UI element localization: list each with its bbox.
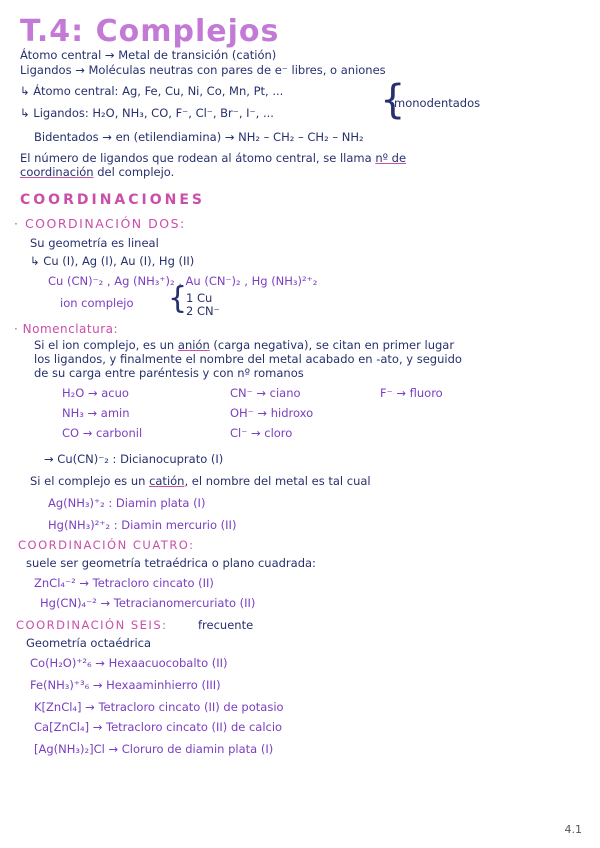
coord-two-geometry: Su geometría es lineal bbox=[30, 236, 159, 250]
coord-two-ion-label: ion complejo bbox=[60, 296, 134, 310]
coord-six-example-3: K[ZnCl₄] → Tetracloro cincato (II) de potasio bbox=[34, 700, 284, 714]
coord-four-example-1: ZnCl₄⁻² → Tetracloro cincato (II) bbox=[34, 576, 214, 590]
cation-example-2 bbox=[48, 518, 236, 532]
intro-central-examples: ↳ Átomo central: Ag, Fe, Cu, Ni, Co, Mn, Pt, ... bbox=[20, 84, 284, 98]
nomenclature-heading: · Nomenclatura: bbox=[14, 322, 119, 336]
cation-example-1 bbox=[48, 496, 205, 510]
anion-text: Si el ion complejo, es un bbox=[34, 338, 175, 352]
page-title: T.4: Complejos bbox=[20, 14, 280, 49]
coord-two-metals: ↳ Cu (I), Ag (I), Au (I), Hg (II) bbox=[30, 254, 195, 268]
intro-coordination-definition bbox=[20, 151, 406, 165]
coord-six-example-5: [Ag(NH₃)₂]Cl → Cloruro de diamin plata (I) bbox=[34, 742, 274, 756]
nomenclature-anion-line bbox=[34, 338, 454, 352]
intro-central-atom: Átomo central → Metal de transición (catión) bbox=[20, 48, 277, 62]
coord-two-ion-part2: 2 CN⁻ bbox=[186, 304, 220, 318]
ligand-carbonyl: CO → carbonil bbox=[62, 426, 143, 440]
definition-term-2: coordinación bbox=[20, 165, 94, 179]
coord-four-geometry: suele ser geometría tetraédrica o plano cuadrada: bbox=[26, 556, 316, 570]
page-number: 4.1 bbox=[564, 823, 582, 836]
anion-example: → Cu(CN)⁻₂ : Dicianocuprato (I) bbox=[44, 452, 224, 466]
cation-rest: , el nombre del metal es tal cual bbox=[184, 474, 371, 488]
ligand-cyanide: CN⁻ → ciano bbox=[230, 386, 301, 400]
definition-term: nº de bbox=[375, 151, 407, 165]
intro-coordination-definition-2 bbox=[20, 165, 174, 179]
brace-symbol-2: { bbox=[168, 281, 188, 316]
coord-four-example-2: Hg(CN)₄⁻² → Tetracianomercuriato (II) bbox=[40, 596, 256, 610]
ligand-fluoride: F⁻ → fluoro bbox=[380, 386, 443, 400]
brace-label: monodentados bbox=[394, 96, 481, 110]
definition-end: del complejo. bbox=[93, 165, 175, 179]
nomenclature-line-2: los ligandos, y finalmente el nombre del metal acabado en -ato, y seguido bbox=[34, 352, 462, 366]
coord-six-note: frecuente bbox=[198, 618, 254, 632]
ligand-water: H₂O → acuo bbox=[62, 386, 129, 400]
coord-two-ion-part1: 1 Cu bbox=[186, 291, 213, 305]
section-heading: COORDINACIONES bbox=[20, 192, 205, 208]
intro-bidentate: Bidentados → en (etilendiamina) → NH₂ – CH₂ – CH₂ – NH₂ bbox=[34, 130, 364, 144]
anion-term: anión bbox=[177, 338, 210, 352]
definition-text: El número de ligandos que rodean al átomo central, se llama bbox=[20, 151, 372, 165]
ligand-ammonia: NH₃ → amin bbox=[62, 406, 130, 420]
cation-example-2-name: : Diamin mercurio (II) bbox=[113, 518, 237, 532]
nomenclature-cation-line bbox=[30, 474, 371, 488]
nomenclature-line-3: de su carga entre paréntesis y con nº romanos bbox=[34, 366, 304, 380]
ligand-chloride: Cl⁻ → cloro bbox=[230, 426, 293, 440]
intro-ligand-examples: ↳ Ligandos: H₂O, NH₃, CO, F⁻, Cl⁻, Br⁻, I⁻, ... bbox=[20, 106, 274, 120]
cation-text: Si el complejo es un bbox=[30, 474, 146, 488]
coord-four-heading: COORDINACIÓN CUATRO: bbox=[18, 538, 195, 552]
cation-term: catión bbox=[149, 474, 185, 488]
intro-ligands: Ligandos → Moléculas neutras con pares de e⁻ libres, o aniones bbox=[20, 63, 386, 77]
anion-rest: (carga negativa), se citan en primer lugar bbox=[213, 338, 455, 352]
cation-example-2-formula: Hg(NH₃)²⁺₂ bbox=[48, 518, 111, 532]
coord-six-geometry: Geometría octaédrica bbox=[26, 636, 152, 650]
ligand-hydroxide: OH⁻ → hidroxo bbox=[230, 406, 314, 420]
coord-six-heading: COORDINACIÓN SEIS: bbox=[16, 618, 168, 632]
coord-two-formulas: Cu (CN)⁻₂ , Ag (NH₃⁺)₂ , Au (CN⁻)₂ , Hg (NH₃)²⁺₂ bbox=[48, 274, 318, 288]
brace-symbol: { bbox=[380, 77, 406, 123]
coord-six-example-2: Fe(NH₃)⁺³₆ → Hexaaminhierro (III) bbox=[30, 678, 221, 692]
coord-two-heading: · COORDINACIÓN DOS: bbox=[14, 216, 186, 231]
cation-example-1-formula: Ag(NH₃)⁺₂ bbox=[48, 496, 105, 510]
cation-example-1-name: : Diamin plata (I) bbox=[108, 496, 206, 510]
coord-six-example-4: Ca[ZnCl₄] → Tetracloro cincato (II) de calcio bbox=[34, 720, 283, 734]
coord-six-example-1: Co(H₂O)⁺²₆ → Hexaacuocobalto (II) bbox=[30, 656, 228, 670]
